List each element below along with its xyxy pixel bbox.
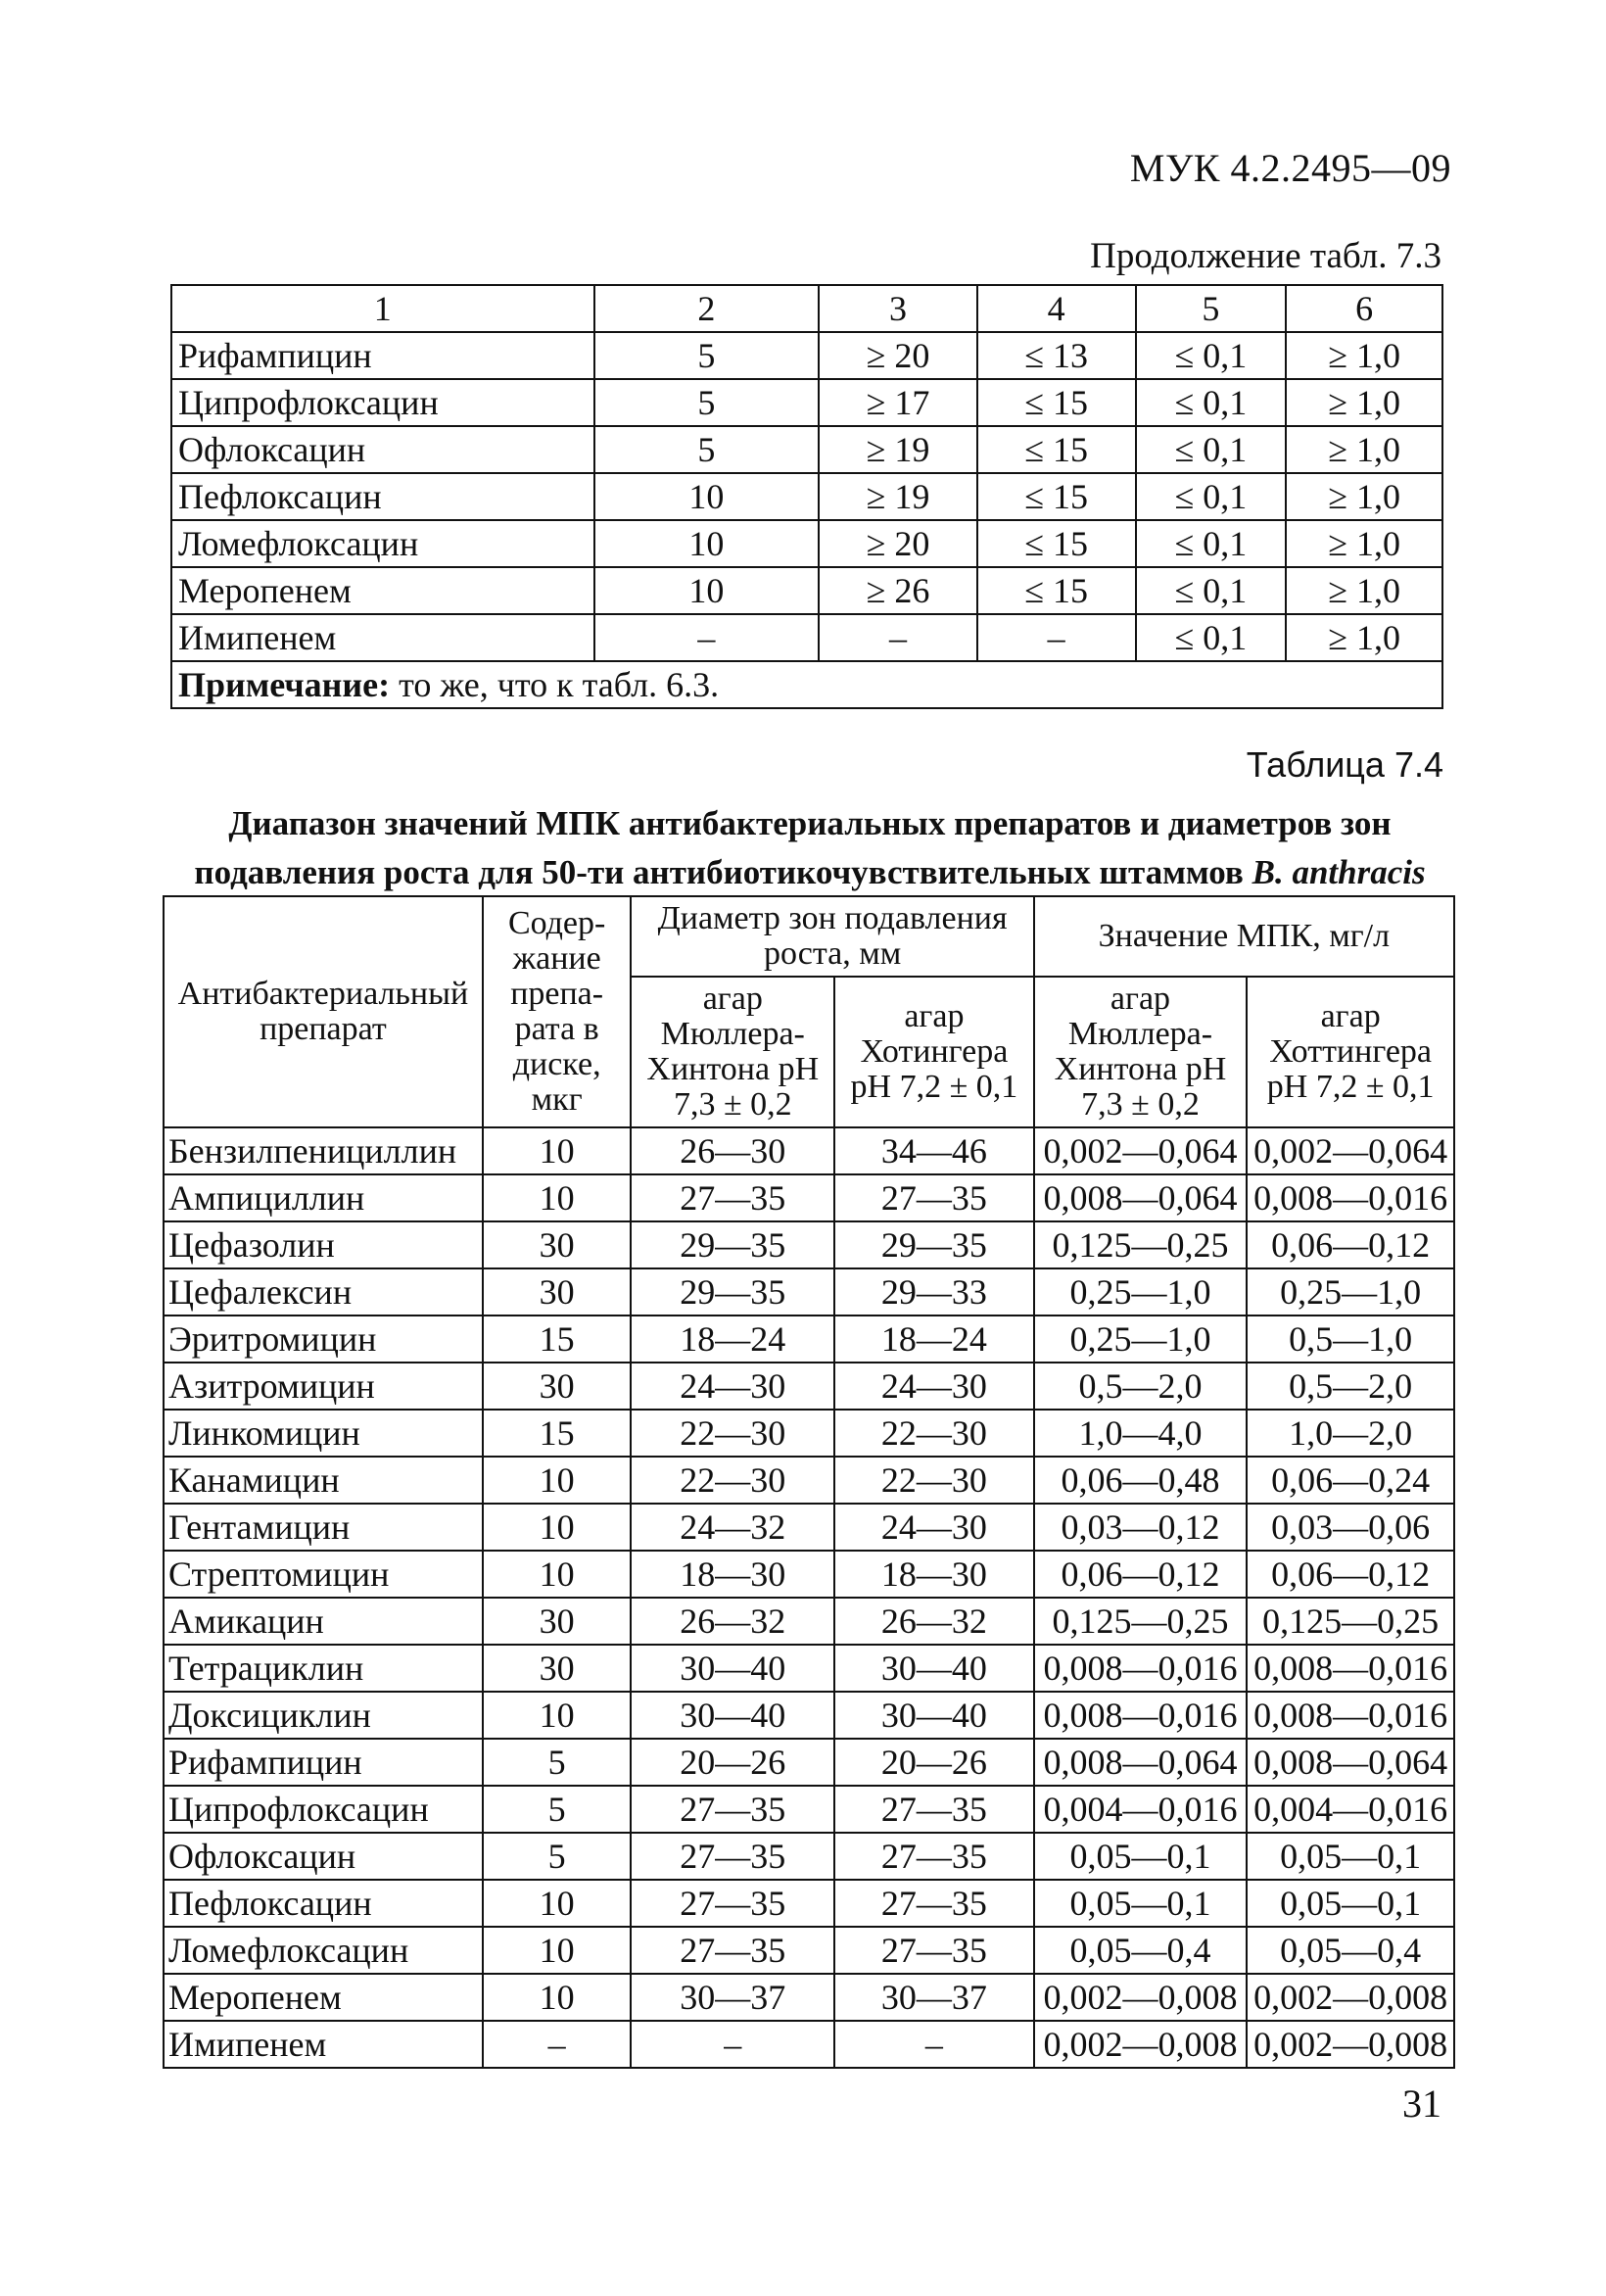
table-row	[164, 1551, 1454, 1598]
table-title	[168, 799, 1451, 897]
table-cell: 30—40	[834, 1645, 1034, 1692]
table-row	[164, 1315, 1454, 1363]
table-cell: 29—35	[631, 1221, 834, 1268]
table-cell: ≤ 15	[977, 379, 1136, 426]
drug-name-cell: Пефлоксацин	[164, 1880, 483, 1927]
table-cell: 0,5—2,0	[1247, 1363, 1454, 1410]
table-cell: ≥ 1,0	[1286, 520, 1442, 567]
table-cell: ≥ 20	[819, 520, 977, 567]
drug-name-cell: Линкомицин	[164, 1410, 483, 1457]
table-cell: 15	[483, 1410, 632, 1457]
table-cell: ≤ 0,1	[1136, 567, 1287, 614]
table-cell: 27—35	[834, 1880, 1034, 1927]
table-cell: 20—26	[631, 1739, 834, 1786]
drug-name-cell: Офлоксацин	[164, 1833, 483, 1880]
table-row	[164, 1127, 1454, 1174]
table-row	[164, 1457, 1454, 1504]
table-cell: ≤ 0,1	[1136, 332, 1287, 379]
table-row	[164, 1504, 1454, 1551]
table-cell: 0,008—0,016	[1247, 1692, 1454, 1739]
table-cell: 0,008—0,016	[1247, 1645, 1454, 1692]
table-cell: 0,002—0,064	[1247, 1127, 1454, 1174]
table-cell: 27—35	[631, 1927, 834, 1974]
table-cell: 20—26	[834, 1739, 1034, 1786]
table-cell: 24—30	[834, 1504, 1034, 1551]
table-cell: 27—35	[834, 1833, 1034, 1880]
table-cell: 10	[594, 520, 820, 567]
table-cell: 5	[483, 1739, 632, 1786]
column-number: 5	[1136, 285, 1287, 332]
table-row	[171, 614, 1442, 661]
table-cell: 26—32	[631, 1598, 834, 1645]
table-row	[164, 1645, 1454, 1692]
table-cell: 0,06—0,12	[1034, 1551, 1248, 1598]
table-cell: 29—35	[631, 1268, 834, 1315]
drug-name-cell: Ломефлоксацин	[164, 1927, 483, 1974]
table-cell: 10	[483, 1504, 632, 1551]
table-cell: –	[594, 614, 820, 661]
table-cell: ≤ 0,1	[1136, 426, 1287, 473]
table-cell: 0,004—0,016	[1034, 1786, 1248, 1833]
table-cell: 30	[483, 1645, 632, 1692]
drug-name-cell: Бензилпенициллин	[164, 1127, 483, 1174]
table-cell: 10	[483, 1551, 632, 1598]
table-cell: 30—40	[631, 1692, 834, 1739]
drug-name-cell: Офлоксацин	[171, 426, 594, 473]
table-cell: 0,125—0,25	[1034, 1598, 1248, 1645]
table-cell: 30—40	[834, 1692, 1034, 1739]
table-cell: 18—24	[631, 1315, 834, 1363]
table-cell: ≤ 13	[977, 332, 1136, 379]
table-cell: ≤ 15	[977, 426, 1136, 473]
table-cell: 27—35	[631, 1880, 834, 1927]
table-cell: 10	[483, 1174, 632, 1221]
table-row	[171, 332, 1442, 379]
table-cell: 24—30	[834, 1363, 1034, 1410]
table-cell: 0,25—1,0	[1034, 1268, 1248, 1315]
table-cell: 10	[483, 1457, 632, 1504]
table-cell: –	[631, 2021, 834, 2068]
table-cell: ≤ 15	[977, 473, 1136, 520]
table-cell: 27—35	[834, 1786, 1034, 1833]
table-cell: ≥ 20	[819, 332, 977, 379]
table-cell: 22—30	[834, 1410, 1034, 1457]
drug-name-cell: Имипенем	[164, 2021, 483, 2068]
drug-name-cell: Имипенем	[171, 614, 594, 661]
table-row	[164, 2021, 1454, 2068]
drug-name-cell: Гентамицин	[164, 1504, 483, 1551]
header-mic-value: Значение МПК, мг/л	[1034, 896, 1454, 977]
table-row	[164, 1786, 1454, 1833]
table-cell: 0,05—0,1	[1247, 1880, 1454, 1927]
drug-name-cell: Рифампицин	[171, 332, 594, 379]
table-cell: 22—30	[631, 1410, 834, 1457]
table-cell: ≥ 1,0	[1286, 332, 1442, 379]
table-row	[171, 426, 1442, 473]
header-mic-hottinger: агар Хоттингера pH 7,2 ± 0,1	[1247, 977, 1454, 1127]
table-cell: ≤ 0,1	[1136, 473, 1287, 520]
table-cell: ≤ 0,1	[1136, 520, 1287, 567]
table-cell: 30	[483, 1221, 632, 1268]
table-cell: 0,06—0,24	[1247, 1457, 1454, 1504]
document-code: МУК 4.2.2495—09	[1129, 146, 1451, 190]
table-cell: 24—30	[631, 1363, 834, 1410]
table-row	[164, 1974, 1454, 2021]
table-cell: 26—32	[834, 1598, 1034, 1645]
table-cell: 0,004—0,016	[1247, 1786, 1454, 1833]
table-cell: 0,002—0,064	[1034, 1127, 1248, 1174]
table-row	[164, 1833, 1454, 1880]
table-cell: 27—35	[834, 1927, 1034, 1974]
table-cell: 29—35	[834, 1221, 1034, 1268]
table-cell: 10	[594, 567, 820, 614]
table-cell: ≤ 15	[977, 520, 1136, 567]
table-cell: 0,06—0,12	[1247, 1221, 1454, 1268]
table-cell: 18—30	[834, 1551, 1034, 1598]
table-cell: 0,008—0,016	[1034, 1645, 1248, 1692]
table-cell: 0,002—0,008	[1247, 2021, 1454, 2068]
table-cell: –	[819, 614, 977, 661]
drug-name-cell: Эритромицин	[164, 1315, 483, 1363]
header-drug: Антибактериальный препарат	[164, 896, 483, 1127]
table-cell: 0,05—0,4	[1247, 1927, 1454, 1974]
table-cell: 0,06—0,12	[1247, 1551, 1454, 1598]
drug-name-cell: Доксициклин	[164, 1692, 483, 1739]
table-row	[171, 473, 1442, 520]
table-cell: 0,03—0,12	[1034, 1504, 1248, 1551]
table-7-3-continuation	[170, 284, 1443, 709]
table-cell: 22—30	[834, 1457, 1034, 1504]
drug-name-cell: Канамицин	[164, 1457, 483, 1504]
drug-name-cell: Рифампицин	[164, 1739, 483, 1786]
species-name: B. anthracis	[1252, 853, 1426, 891]
table-row	[171, 567, 1442, 614]
table-cell: 30	[483, 1598, 632, 1645]
table-cell: 0,05—0,1	[1034, 1880, 1248, 1927]
header-zone-diameter: Диаметр зон подавления роста, мм	[631, 896, 1033, 977]
drug-name-cell: Меропенем	[164, 1974, 483, 2021]
table-7-4	[163, 895, 1455, 2069]
table-cell: ≤ 15	[977, 567, 1136, 614]
drug-name-cell: Амикацин	[164, 1598, 483, 1645]
table-cell: 0,125—0,25	[1247, 1598, 1454, 1645]
table-header-row	[164, 896, 1454, 977]
table-cell: ≥ 1,0	[1286, 473, 1442, 520]
table-row	[164, 1221, 1454, 1268]
drug-name-cell: Ломефлоксацин	[171, 520, 594, 567]
column-number: 1	[171, 285, 594, 332]
table-cell: 5	[594, 332, 820, 379]
header-zone-hottinger: агар Хотингера pH 7,2 ± 0,1	[834, 977, 1034, 1127]
table-cell: 0,06—0,48	[1034, 1457, 1248, 1504]
table-header-row	[171, 285, 1442, 332]
table-continuation-label: Продолжение табл. 7.3	[1090, 236, 1441, 276]
table-cell: 0,002—0,008	[1034, 2021, 1248, 2068]
page-number: 31	[1402, 2081, 1441, 2126]
table-cell: 5	[483, 1786, 632, 1833]
table-cell: ≥ 26	[819, 567, 977, 614]
table-cell: 15	[483, 1315, 632, 1363]
header-zone-mueller-hinton: агар Мюллера-Хинтона pH 7,3 ± 0,2	[631, 977, 834, 1127]
column-number: 6	[1286, 285, 1442, 332]
table-title-line1: Диапазон значений МПК антибактериальных препаратов и диаметров зон	[228, 804, 1392, 842]
table-cell: 0,25—1,0	[1247, 1268, 1454, 1315]
table-cell: 0,008—0,016	[1247, 1174, 1454, 1221]
table-cell: 27—35	[631, 1786, 834, 1833]
table-cell: 34—46	[834, 1127, 1034, 1174]
table-cell: 0,008—0,064	[1034, 1739, 1248, 1786]
table-cell: 10	[594, 473, 820, 520]
drug-name-cell: Азитромицин	[164, 1363, 483, 1410]
table-cell: 10	[483, 1880, 632, 1927]
table-cell: 0,5—1,0	[1247, 1315, 1454, 1363]
header-mic-mueller-hinton: агар Мюллера-Хинтона pH 7,3 ± 0,2	[1034, 977, 1248, 1127]
table-cell: 24—32	[631, 1504, 834, 1551]
table-cell: 26—30	[631, 1127, 834, 1174]
table-cell: 0,008—0,064	[1034, 1174, 1248, 1221]
table-cell: 30	[483, 1363, 632, 1410]
table-cell: –	[977, 614, 1136, 661]
table-row	[164, 1927, 1454, 1974]
drug-name-cell: Ципрофлоксацин	[164, 1786, 483, 1833]
table-row	[164, 1739, 1454, 1786]
table-cell: 30—40	[631, 1645, 834, 1692]
table-row	[164, 1880, 1454, 1927]
table-cell: ≥ 1,0	[1286, 426, 1442, 473]
drug-name-cell: Цефалексин	[164, 1268, 483, 1315]
table-cell: 18—24	[834, 1315, 1034, 1363]
table-cell: 0,03—0,06	[1247, 1504, 1454, 1551]
header-content: Содер-жание препа-рата в диске, мкг	[483, 896, 632, 1127]
table-note	[171, 661, 1442, 708]
table-row	[164, 1268, 1454, 1315]
table-row	[171, 520, 1442, 567]
column-number: 2	[594, 285, 820, 332]
table-cell: 22—30	[631, 1457, 834, 1504]
table-cell: 29—33	[834, 1268, 1034, 1315]
table-cell: 0,002—0,008	[1247, 1974, 1454, 2021]
table-cell: 27—35	[631, 1833, 834, 1880]
table-cell: 10	[483, 1127, 632, 1174]
table-cell: 10	[483, 1927, 632, 1974]
table-label: Таблица 7.4	[1246, 744, 1443, 785]
table-cell: 27—35	[631, 1174, 834, 1221]
table-row	[164, 1174, 1454, 1221]
table-cell: 10	[483, 1692, 632, 1739]
table-row	[164, 1363, 1454, 1410]
table-cell: ≥ 19	[819, 426, 977, 473]
table-cell: 18—30	[631, 1551, 834, 1598]
table-cell: 5	[594, 379, 820, 426]
table-cell: ≥ 1,0	[1286, 379, 1442, 426]
table-row	[164, 1692, 1454, 1739]
table-cell: 0,008—0,064	[1247, 1739, 1454, 1786]
table-row	[164, 1410, 1454, 1457]
drug-name-cell: Ампициллин	[164, 1174, 483, 1221]
table-cell: 0,002—0,008	[1034, 1974, 1248, 2021]
table-cell: 0,5—2,0	[1034, 1363, 1248, 1410]
table-cell: 0,125—0,25	[1034, 1221, 1248, 1268]
column-number: 3	[819, 285, 977, 332]
table-title-line2: подавления роста для 50-ти антибиотикочувствительных штаммов	[194, 853, 1252, 891]
table-cell: 0,05—0,1	[1034, 1833, 1248, 1880]
table-cell: ≤ 0,1	[1136, 379, 1287, 426]
table-note-row	[171, 661, 1442, 708]
table-cell: 30	[483, 1268, 632, 1315]
note-label: Примечание:	[178, 665, 391, 704]
table-cell: ≥ 1,0	[1286, 614, 1442, 661]
drug-name-cell: Стрептомицин	[164, 1551, 483, 1598]
table-row	[171, 379, 1442, 426]
table-cell: 30—37	[834, 1974, 1034, 2021]
table-cell: 5	[483, 1833, 632, 1880]
table-cell: –	[483, 2021, 632, 2068]
table-cell: 27—35	[834, 1174, 1034, 1221]
column-number: 4	[977, 285, 1136, 332]
table-row	[164, 1598, 1454, 1645]
table-cell: 5	[594, 426, 820, 473]
table-cell: ≥ 1,0	[1286, 567, 1442, 614]
table-cell: 0,25—1,0	[1034, 1315, 1248, 1363]
drug-name-cell: Меропенем	[171, 567, 594, 614]
table-cell: 1,0—2,0	[1247, 1410, 1454, 1457]
drug-name-cell: Цефазолин	[164, 1221, 483, 1268]
table-cell: 0,008—0,016	[1034, 1692, 1248, 1739]
table-cell: 1,0—4,0	[1034, 1410, 1248, 1457]
table-cell: ≥ 19	[819, 473, 977, 520]
drug-name-cell: Пефлоксацин	[171, 473, 594, 520]
table-cell: 10	[483, 1974, 632, 2021]
table-cell: 0,05—0,1	[1247, 1833, 1454, 1880]
table-cell: ≤ 0,1	[1136, 614, 1287, 661]
drug-name-cell: Тетрациклин	[164, 1645, 483, 1692]
note-text: то же, что к табл. 6.3.	[390, 665, 720, 704]
table-cell: 30—37	[631, 1974, 834, 2021]
table-cell: –	[834, 2021, 1034, 2068]
drug-name-cell: Ципрофлоксацин	[171, 379, 594, 426]
table-cell: ≥ 17	[819, 379, 977, 426]
table-cell: 0,05—0,4	[1034, 1927, 1248, 1974]
